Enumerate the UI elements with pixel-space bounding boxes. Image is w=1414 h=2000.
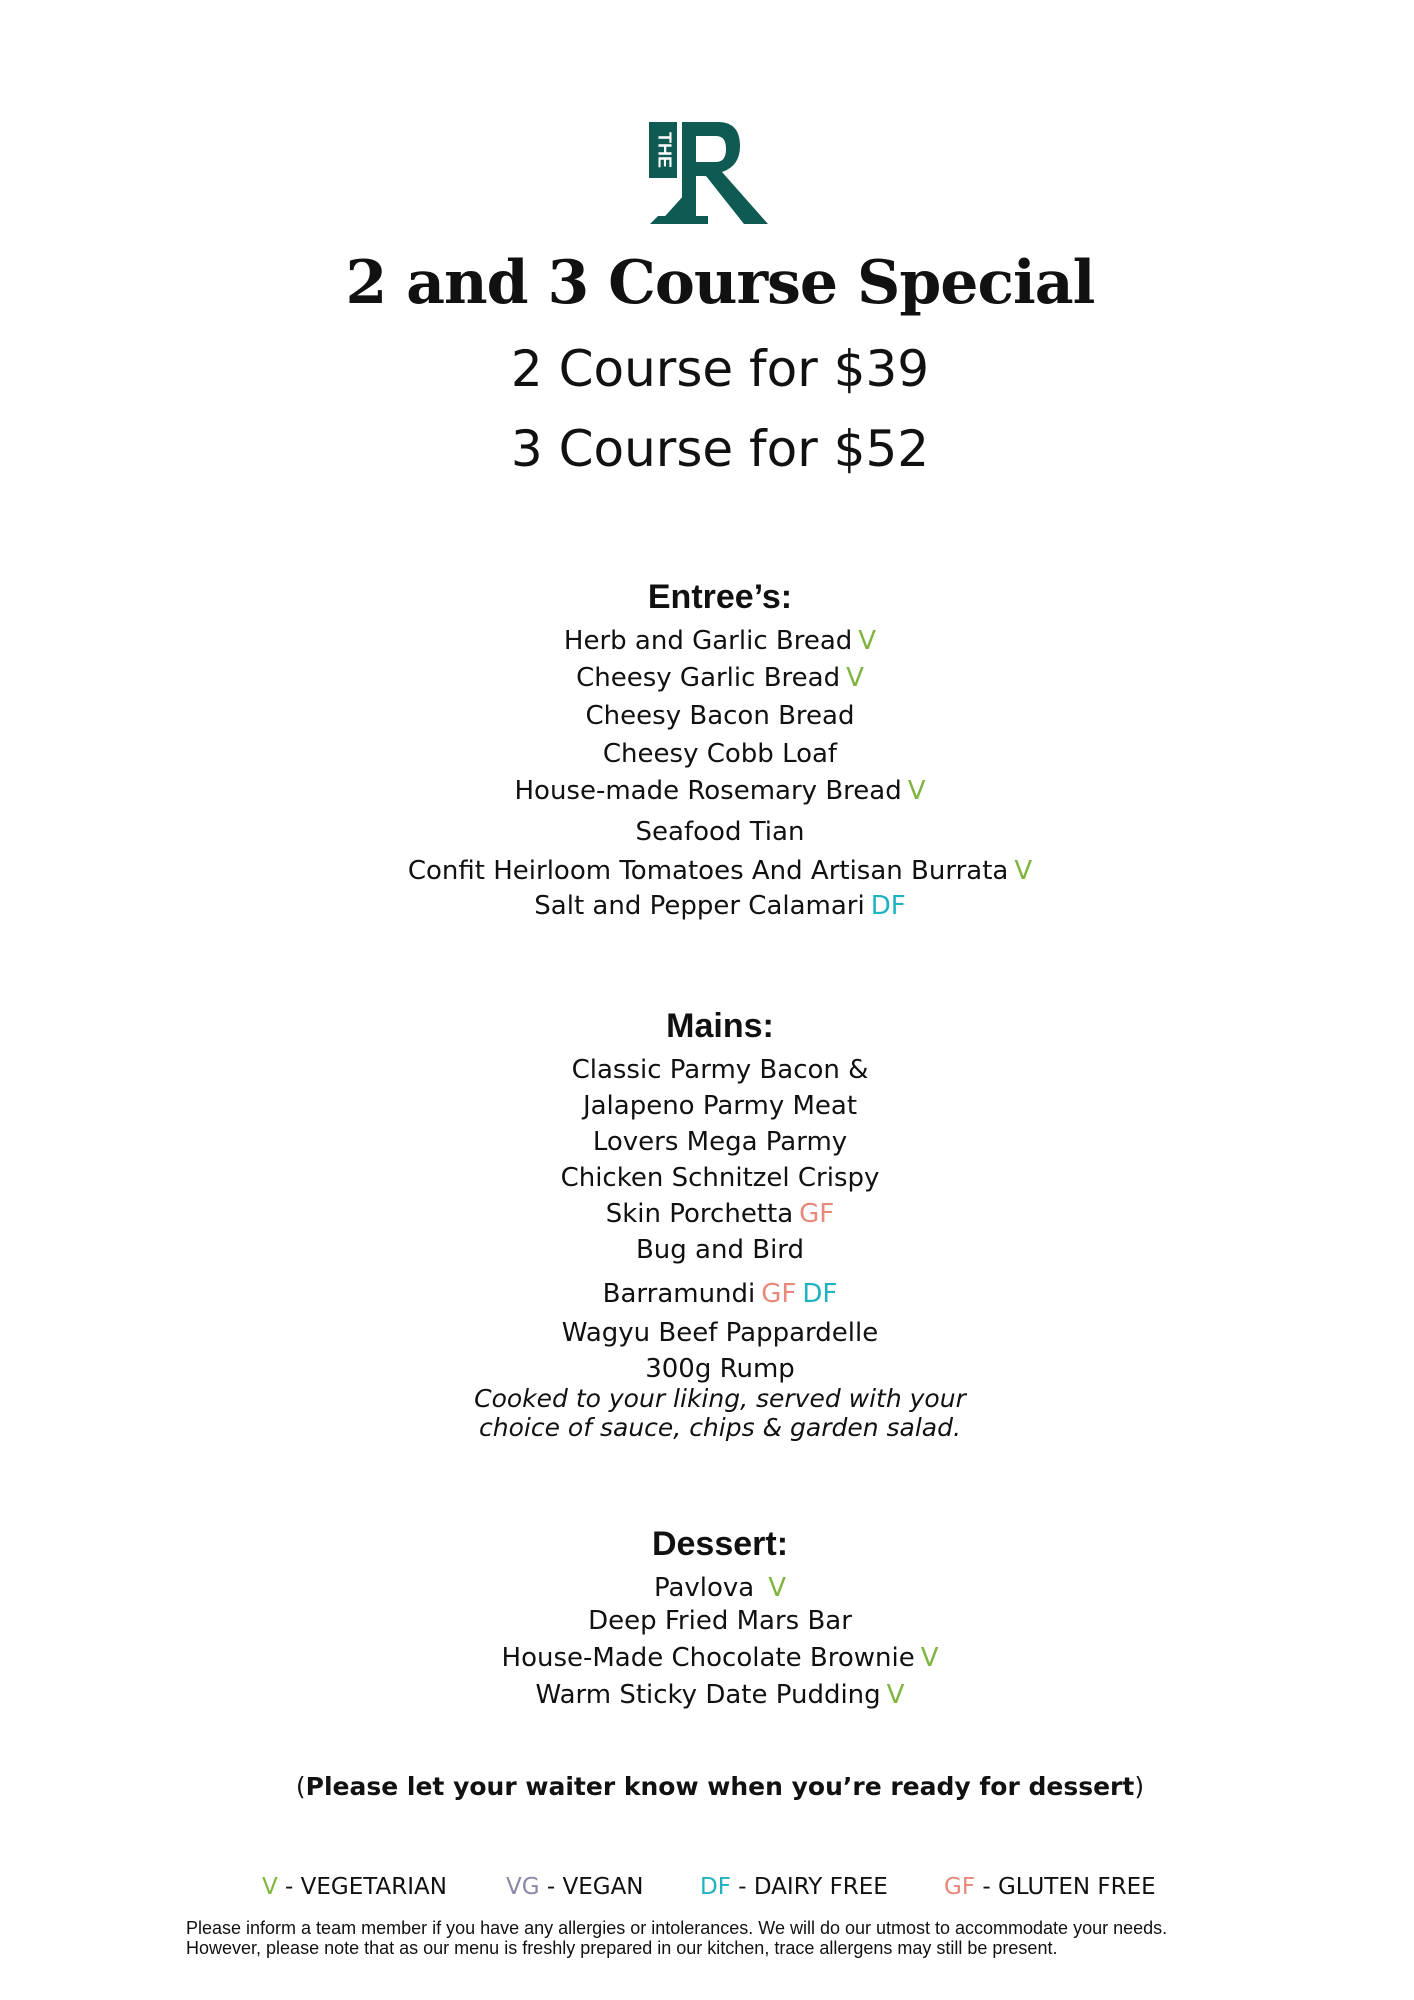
menu-item: [0, 1680, 1414, 1710]
dietary-tag-gf: GF: [799, 1199, 835, 1229]
section-heading-entrees: Entree’s:: [647, 578, 793, 616]
legend-code: GF: [944, 1874, 976, 1900]
logo-mark-icon: [648, 120, 772, 226]
menu-item: [0, 891, 1414, 921]
menu-item: [0, 817, 1414, 847]
menu-item-name: Herb and Garlic Bread: [563, 626, 853, 656]
menu-item-name: House-Made Chocolate Brownie: [501, 1643, 915, 1673]
menu-item: [0, 1163, 1414, 1193]
logo-text: THE: [654, 132, 675, 168]
menu-item: [0, 663, 1414, 693]
legend-vegetarian: [262, 1874, 447, 1900]
dietary-tag-v: V: [1014, 856, 1033, 886]
legend-label: - GLUTEN FREE: [975, 1874, 1156, 1900]
restaurant-logo: [648, 120, 772, 226]
paren-close: ): [1134, 1772, 1145, 1801]
dietary-tag-v: V: [886, 1680, 905, 1710]
menu-item: [0, 1279, 1414, 1309]
page-title: 2 and 3 Course Special: [345, 248, 1095, 318]
dietary-tag-v: V: [920, 1643, 939, 1673]
legend-vegan: [506, 1874, 644, 1900]
menu-item-name: Classic Parmy Bacon &: [571, 1055, 869, 1085]
rump-note-line: choice of sauce, chips & garden salad.: [479, 1413, 961, 1442]
menu-item: [0, 1199, 1414, 1229]
menu-item-name: Salt and Pepper Calamari: [534, 891, 865, 921]
menu-item-name: Chicken Schnitzel Crispy: [560, 1163, 880, 1193]
menu-item: [0, 1055, 1414, 1085]
dietary-tag-v: V: [846, 663, 864, 693]
dietary-legend: [0, 1874, 1414, 1904]
menu-item: [0, 1127, 1414, 1157]
legend-code: VG: [506, 1874, 540, 1900]
menu-item-name: Pavlova: [653, 1573, 755, 1603]
price-two-course: 2 Course for $39: [510, 340, 930, 398]
menu-item: [0, 701, 1414, 731]
menu-item-name: Wagyu Beef Pappardelle: [561, 1318, 879, 1348]
menu-item-name: Lovers Mega Parmy: [592, 1127, 848, 1157]
dietary-tag-df: DF: [870, 891, 906, 921]
menu-item-name: Confit Heirloom Tomatoes And Artisan Burrata: [407, 856, 1009, 886]
dietary-tag-v: V: [768, 1573, 787, 1603]
legend-label: - VEGETARIAN: [277, 1874, 447, 1900]
legend-code: DF: [700, 1874, 731, 1900]
menu-item: [0, 1606, 1414, 1636]
section-heading-dessert: Dessert:: [651, 1525, 789, 1563]
menu-item-name: Seafood Tian: [635, 817, 805, 847]
legend-label: - VEGAN: [539, 1874, 644, 1900]
menu-item: [0, 1091, 1414, 1121]
menu-item-name: Skin Porchetta: [605, 1199, 794, 1229]
menu-item-name: Cheesy Cobb Loaf: [602, 739, 838, 769]
rump-note-line: Cooked to your liking, served with your: [474, 1384, 966, 1413]
menu-item: [0, 1573, 1414, 1603]
dessert-waiter-note: [0, 1772, 1414, 1801]
menu-item: [0, 626, 1414, 656]
menu-item-name: Jalapeno Parmy Meat: [582, 1091, 858, 1121]
waiter-note-text: Please let your waiter know when you’re ready for dessert: [305, 1772, 1135, 1801]
paren-open: (: [295, 1772, 306, 1801]
menu-item-name: Bug and Bird: [635, 1235, 805, 1265]
menu-item: [0, 1354, 1414, 1384]
menu-item: [0, 739, 1414, 769]
dietary-tag-v: V: [858, 626, 877, 656]
menu-item-name: Deep Fried Mars Bar: [588, 1606, 852, 1636]
legend-gluten-free: [944, 1874, 1156, 1900]
dietary-tag-df: DF: [802, 1279, 838, 1309]
menu-item: [0, 1235, 1414, 1265]
menu-item-name: Barramundi: [602, 1279, 756, 1309]
dietary-tag-gf: GF: [761, 1279, 797, 1309]
price-three-course: 3 Course for $52: [510, 420, 930, 478]
menu-item-name: House-made Rosemary Bread: [514, 776, 902, 806]
legend-dairy-free: [700, 1874, 888, 1900]
menu-item-name: 300g Rump: [645, 1354, 795, 1384]
dietary-tag-v: V: [907, 776, 926, 806]
menu-item-name: Warm Sticky Date Pudding: [535, 1680, 881, 1710]
section-heading-mains: Mains:: [666, 1007, 774, 1045]
allergen-disclaimer: Please inform a team member if you have any allergies or intolerances. We will do our utmost to accommodate your needs. However, please note that as our menu is freshly prepared in our kitchen, trace allergens may still be present.: [186, 1918, 1168, 1958]
menu-item-name: Cheesy Garlic Bread: [576, 663, 841, 693]
legend-code: V: [262, 1874, 278, 1900]
menu-item: [0, 856, 1414, 886]
menu-item-name: Cheesy Bacon Bread: [585, 701, 855, 731]
legend-label: - DAIRY FREE: [730, 1874, 888, 1900]
menu-item: [0, 1643, 1414, 1673]
menu-item: [0, 1318, 1414, 1348]
menu-item: [0, 776, 1414, 806]
